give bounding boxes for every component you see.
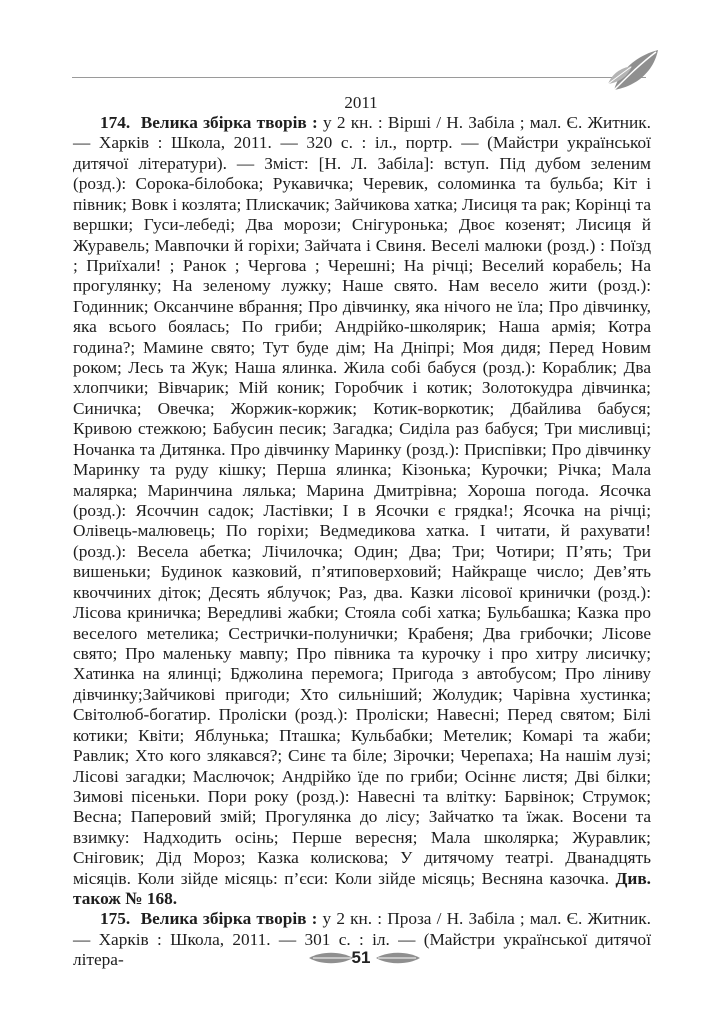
entry-title: Велика збірка творів : [140, 909, 318, 929]
right-leaf-ornament-icon [374, 951, 422, 965]
entry-body: у 2 кн. : Вірші / Н. Забіла ; мал. Є. Житник. — Харків : Школа, 2011. — 320 с. : іл., портр. — (Майстри української дитячої літератури). — Зміст: [Н. Л. Забіла]: вступ. Під дубом зеленим (розд.): Сорока-білобока; Рукавичка; Черевик, соломинка та бульба; Кіт і півник; Вовк і козлята; Плискачик; Зайчикова хатка; Лисиця та рак; Корінці та вершки; Гуси-лебеді; Два морози; Снігуронька; Двоє козенят; Лисиця й Журавель; Мавпочки й горіхи; Зайчата і Свиня. Веселі малюки (розд.) : Поїзд ; Приїхали! ; Ранок ; Чергова ; Черешні; На річці; Веселий корабель; На прогулянку; На зеленому лужку; Наше свято. Нам весело жити (розд.): Годинник; Оксанчине вбрання; Про дівчинку, яка нічого не їла; Про дівчинку, яка всього боялась; По гриби; Андрійко-школярик; Наша армія; Котра година?; Мамине свято; Тут буде дім; На Дніпрі; Моя дидя; Перед Новим роком; Лесь та Жук; Наша ялинка. Жила собі бабуся (розд.): Кораблик; Два хлопчики; Вівчарик; Мій коник; Горобчик і котик; Золотокудра дівчинка; Синичка; Овечка; Жоржик-коржик; Котик-воркотик; Дбайлива бабуся; Кривою стежкою; Бабусин песик; Загадка; Сиділа раз бабуся; Три мисливці; Ночанка та Дитянка. Про дівчинку Маринку (розд.): Приспівки; Про дівчинку Маринку та руду кішку; Перша ялинка; Кізонька; Курочки; Річка; Мала малярка; Маринчина лялька; Марина Дмитрівна; Хороша погода. Ясочка (розд.): Ясоччин садок; Ластівки; І в Ясочки є грядка!; Ясочка на річці; Олівець-малювець; По горіхи; Ведмедикова хатка. І читати, й рахувати! (розд.): Весела абетка; Лічилочка; Один; Два; Три; Чотири; П’ять; Три вишеньки; Будинок казковий, п’ятиповерховий; Найкраще число; Дев’ять квоччиних діток; Десять яблучок; Раз, два. Казки лісової кринички (розд.): Лісова криничка; Вередливі жабки; Стояла собі хатка; Бульбашка; Казка про веселого метелика; Сестрички-полунички; Крабеня; Два грибочки; Лісове свято; Про маленьку мавпу; Про півника та курочку і про хитру лисичку; Хатинка на ялинці; Бджолина перемога; Пригода з автобусом; Про ліниву дівчинку;Зайчикові пригоди; Хто сильніший; Жолудик; Чарівна хустинка; Світолюб-богатир. Проліски (розд.): Проліски; Навесні; Перед святом; Білі котики; Квіти; Яблунька; Пташка; Кульбабки; Метелик; Комарі та жаби; Равлик; Хто кого злякався?; Синє та біле; Зірочки; Черепаха; На нашім лузі; Лісові загадки; Маслючок; Андрійко їде по гриби; Осіннє листя; Дві білки; Зимові пісеньки. Пори року (розд.): Навесні та влітку: Барвінок; Струмок; Весна; Паперовий змій; Прогулянка до лісу; Зайчатко та їжак. Восени та взимку: Надходить осінь; Перше вересня; Мала школярка; Журавлик; Сніговик; Дід Мороз; Казка колискова; У дитячому театрі. Дванадцять місяців. Коли зійде місяць: п’єси: Коли зійде місяць; Весняна казочка. [73, 113, 652, 888]
header-rule [72, 77, 646, 78]
entry-body: у 2 кн. : Проза / Н. Забіла ; мал. Є. Житник. — Харків : Школа, 2011. — 301 с. : іл. — (Майстри української дитячої літера- [73, 909, 651, 970]
page-footer [0, 944, 722, 974]
entry-see-also: Див. також № 168. [73, 868, 651, 909]
year-heading: 2011 [344, 93, 378, 112]
entry-number: 175. [100, 909, 131, 929]
leaf-ornament-icon [606, 44, 662, 94]
bibliography-entry [73, 113, 651, 909]
bibliography-entries [73, 113, 651, 971]
entry-title: Велика збірка творів : [140, 113, 318, 132]
page-number: 51 [351, 948, 371, 967]
entry-number: 174. [100, 113, 131, 132]
